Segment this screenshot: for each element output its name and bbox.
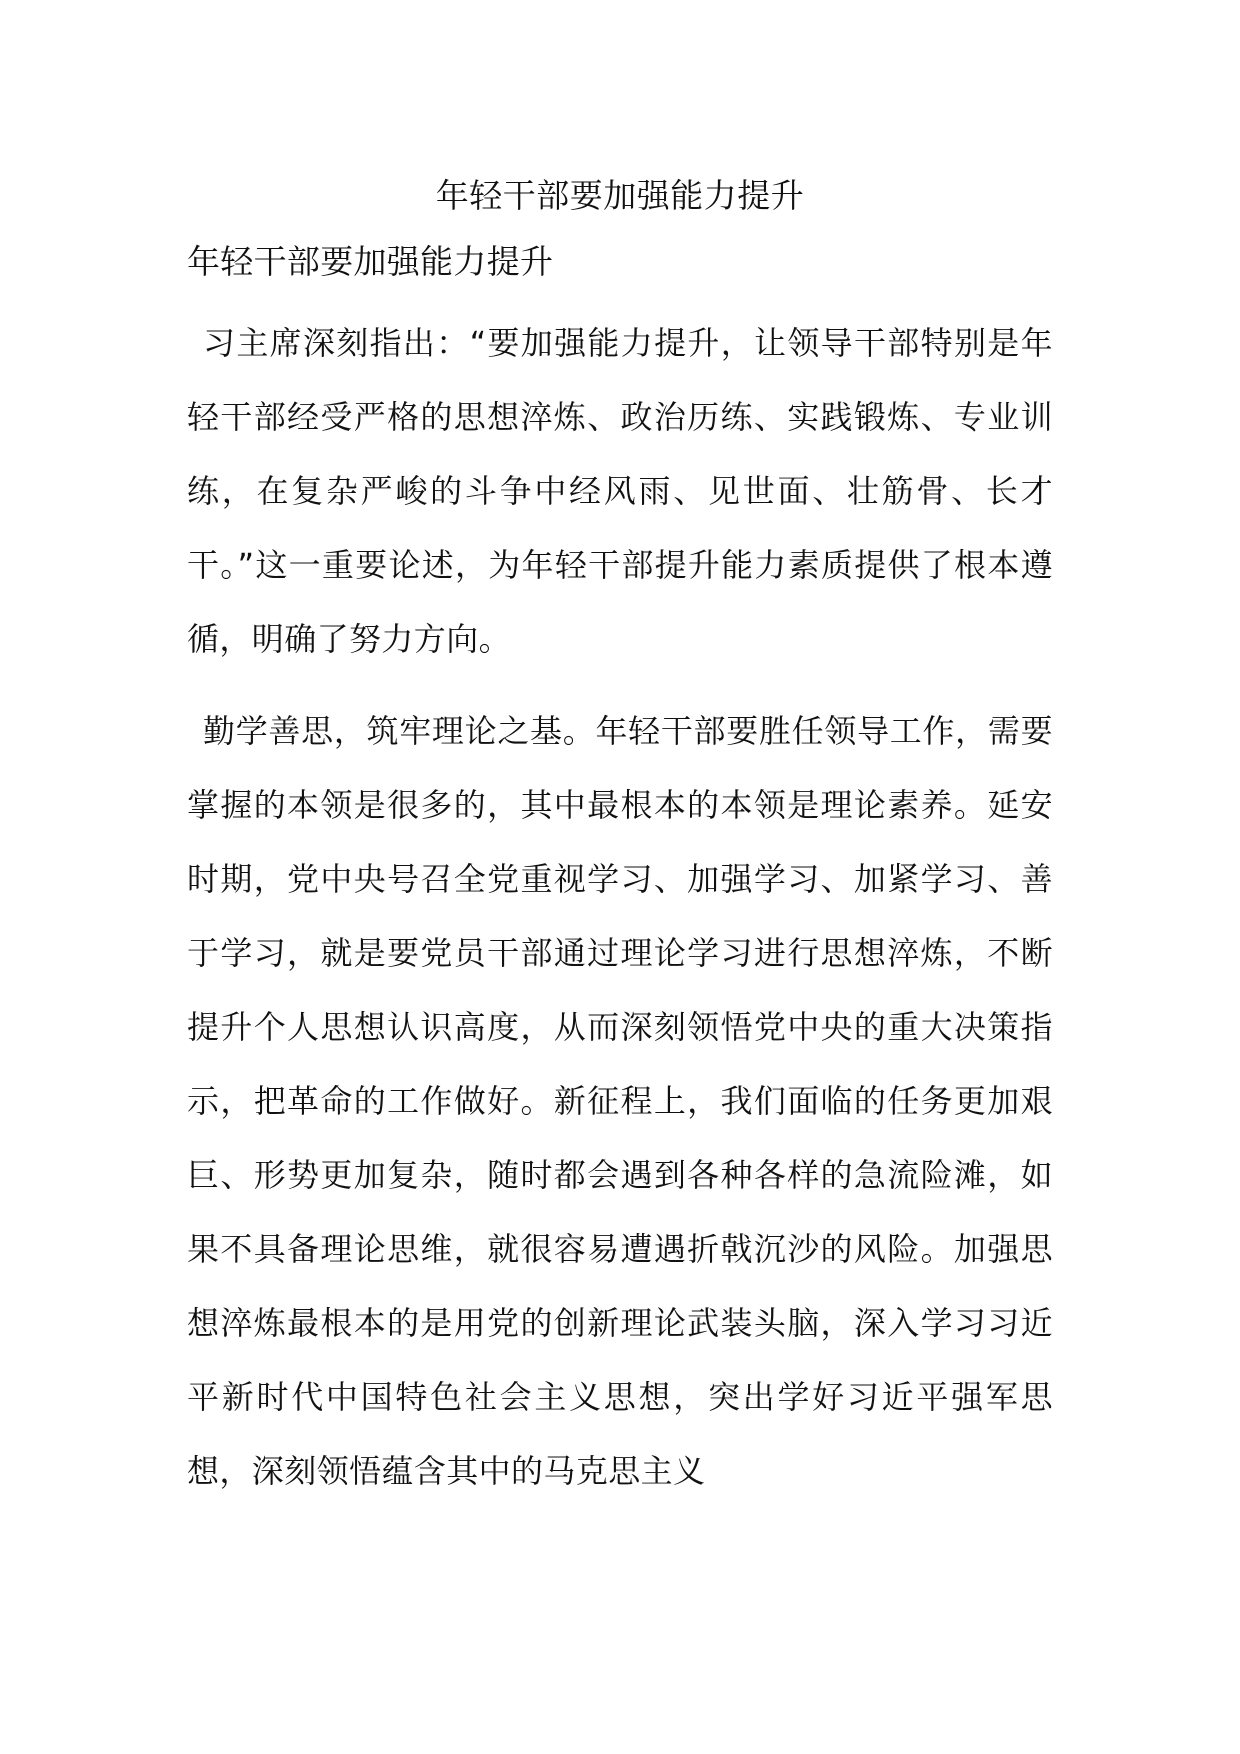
paragraph-1: 习主席深刻指出：“要加强能力提升，让领导干部特别是年轻干部经受严格的思想淬炼、政治历练、实践锻炼、专业训练，在复杂严峻的斗争中经风雨、见世面、壮筋骨、长才干。”这一重要论述，为年轻干部提升能力素质提供了根本遵循，明确了努力方向。 bbox=[187, 324, 1053, 658]
document-title: 年轻干部要加强能力提升 bbox=[435, 176, 805, 215]
document-body bbox=[187, 232, 1053, 1508]
paragraph-2: 勤学善思，筑牢理论之基。年轻干部要胜任领导工作，需要掌握的本领是很多的，其中最根本的本领是理论素养。延安时期，党中央号召全党重视学习、加强学习、加紧学习、善于学习，就是要党员干部通过理论学习进行思想淬炼，不断提升个人思想认识高度，从而深刻领悟党中央的重大决策指示，把革命的工作做好。新征程上，我们面临的任务更加艰巨、形势更加复杂，随时都会遇到各种各样的急流险滩，如果不具备理论思维，就很容易遭遇折戟沉沙的风险。加强思想淬炼最根本的是用党的创新理论武装头脑，深入学习习近平新时代中国特色社会主义思想，突出学好习近平强军思想，深刻领悟蕴含其中的马克思主义 bbox=[187, 712, 1053, 1490]
document-subtitle: 年轻干部要加强能力提升 bbox=[187, 242, 554, 281]
